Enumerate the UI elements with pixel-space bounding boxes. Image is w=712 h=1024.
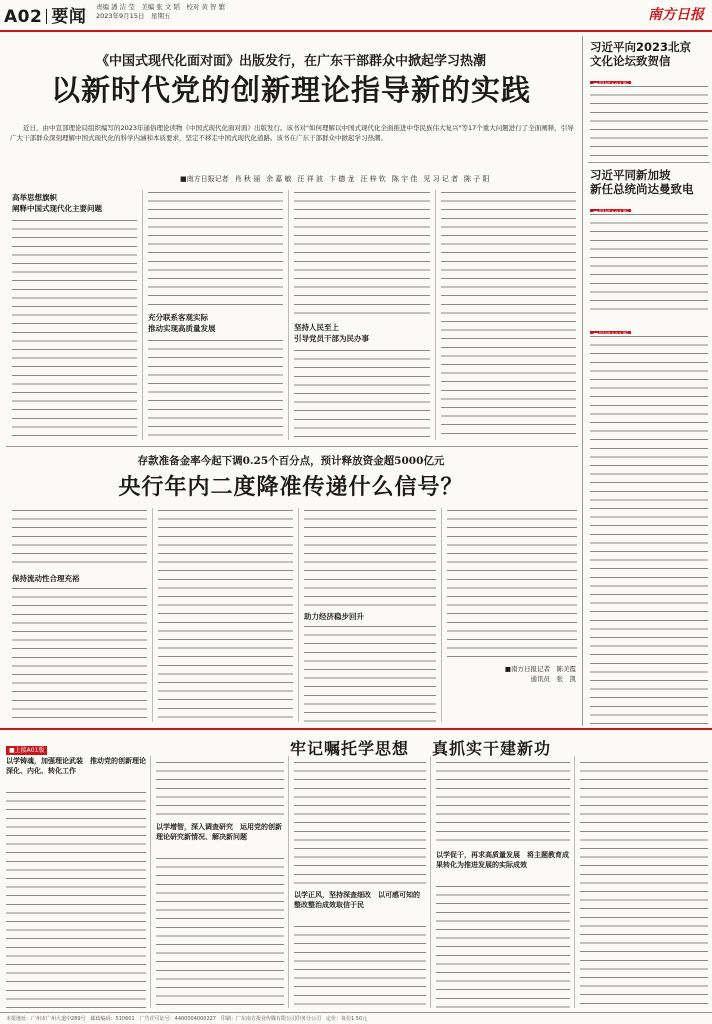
body-text-column — [12, 218, 137, 440]
sidebar-title-1: 习近平向2023北京 文化论坛致贺信 — [590, 40, 692, 68]
section-separator — [6, 446, 578, 447]
main-headline: 以新时代党的创新理论指导新的实践 — [50, 73, 531, 107]
column-divider — [298, 508, 299, 722]
sidebar-text — [590, 212, 708, 316]
column-divider — [150, 756, 151, 1008]
bottom-head-2: 以学增智，深入调查研究 运用党的创新理论研究新情况、解决新问题 — [156, 823, 282, 841]
second-subhead-2: 助力经济稳步回升 — [304, 612, 364, 621]
column-divider — [430, 756, 431, 1008]
sidebar-title-2: 习近平同新加坡 新任总统尚达曼致电 — [590, 168, 694, 196]
body-text-column — [148, 338, 283, 440]
body-text-column — [6, 790, 146, 1008]
masthead — [0, 0, 712, 32]
bottom-head-4: 以学促干，再求高质量发展 将主题教育成果转化为推进发展的实际成效 — [436, 851, 569, 869]
body-text-column — [580, 760, 708, 1008]
bottom-title-1: 牢记嘱托学思想 — [290, 739, 410, 758]
second-kicker: 存款准备金率今起下调0.25个百分点，预计释放资金超5000亿元 — [137, 455, 445, 467]
body-text-column — [436, 884, 570, 1008]
second-headline: 央行年内二度降准传递什么信号？ — [118, 475, 464, 500]
section-name: 要闻 — [51, 7, 87, 27]
sidebar-divider — [582, 36, 583, 726]
sidebar-text — [590, 84, 708, 158]
bottom-head-1: 以学铸魂，加强理论武装 推动党的创新理论深化、内化、转化工作 — [6, 757, 146, 775]
sidebar-separator — [588, 162, 710, 163]
newspaper-logo: 南方日报 — [648, 7, 704, 23]
body-text-column — [304, 624, 436, 722]
body-text-column — [294, 924, 426, 1008]
body-text-column — [156, 856, 284, 1008]
body-text-column — [156, 760, 284, 820]
sidebar-text — [590, 334, 708, 724]
body-text-column — [441, 190, 576, 440]
main-kicker: 《中国式现代化面对面》出版发行，在广东干部群众中掀起学习热潮 — [95, 54, 486, 69]
main-subhead-3: 坚持人民至上 引导党员干部为民办事 — [294, 323, 369, 343]
main-subhead-2: 充分联系客观实际 推动实现高质量发展 — [148, 313, 216, 333]
editor-info: 责编 潘 洁 莹 美编 张 文 韬 校对 黄 智 繁 2023年9月15日 星期五 — [96, 3, 226, 20]
body-text-column — [304, 508, 436, 608]
column-divider — [152, 508, 153, 722]
body-text-column — [294, 760, 426, 888]
body-text-column — [294, 348, 430, 440]
page-number: A02 要闻 — [4, 7, 87, 27]
bottom-rule — [0, 728, 712, 730]
column-divider — [574, 756, 575, 1008]
column-divider — [435, 190, 436, 440]
column-divider — [288, 756, 289, 1008]
main-byline: ■南方日报记者 肖 秋 丽 余 嘉 敏 汪 祥 波 卞 德 龙 汪 梓 钦 陈 宇 佳 见 习 记 者 陈 子 阳 — [180, 175, 490, 183]
main-lead: 近日，由中宣部理论局组织编写的2023年通俗理论读物《中国式现代化面对面》出版发行。该书对"如何理解以中国式现代化全面推进中华民族伟大复兴"等17个重大问题进行了全面阐释，引导广大干部群众深刻理解中国式现代化的科学内涵和本质要求，坚定不移走中国式现代化道路。该书在广东干部群众中掀起学习热潮。 — [10, 124, 574, 142]
second-byline: ■南方日报记者 陈美霞 通讯员 张 凯 — [504, 665, 576, 683]
column-divider — [441, 508, 442, 722]
continue-tag: ■上接A01版 — [6, 746, 47, 755]
body-text-column — [148, 190, 283, 308]
issue-date: 2023年9月15日 星期五 — [96, 12, 171, 20]
body-text-column — [12, 508, 147, 570]
body-text-column — [447, 508, 577, 658]
bottom-head-3: 以学正风，坚持深查细改 以可感可知的整改整治成效取信于民 — [294, 891, 420, 909]
column-divider — [288, 190, 289, 440]
body-text-column — [12, 586, 147, 722]
second-subhead-1: 保持流动性合理充裕 — [12, 574, 80, 583]
body-text-column — [436, 760, 570, 848]
bottom-title-2: 真抓实干建新功 — [432, 739, 552, 758]
body-text-column — [158, 508, 293, 722]
main-subhead-1: 高举思想旗帜 阐释中国式现代化主要问题 — [12, 193, 102, 213]
body-text-column — [294, 190, 430, 318]
page-footer: 本报地址：广州市广州大道中289号 邮政编码：510601 广告许可证号：4400004000227 印刷：广东南方报业传媒有限公司印务分公司 定价：每份1.50元 — [0, 1012, 712, 1024]
column-divider — [142, 190, 143, 440]
